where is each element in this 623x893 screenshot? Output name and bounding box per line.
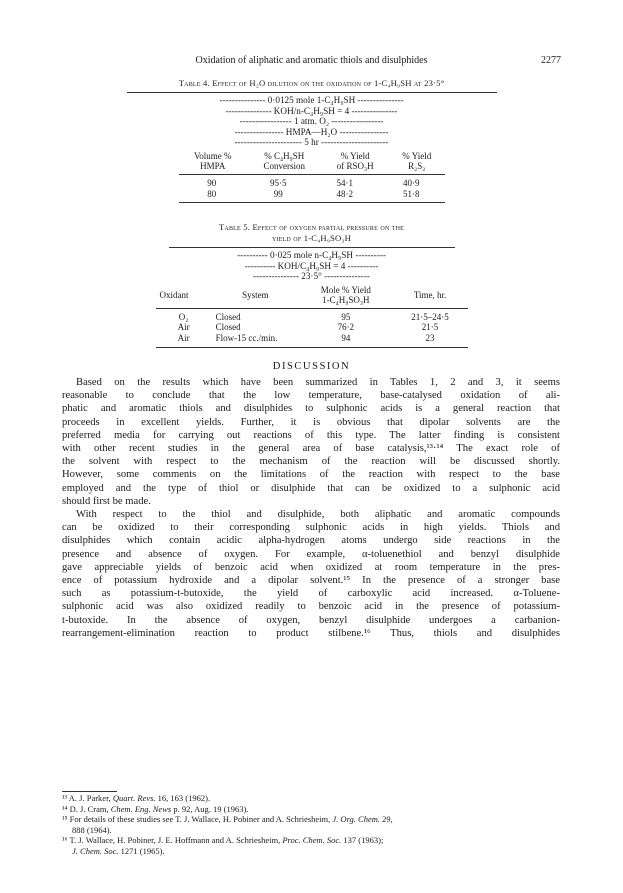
text-line: ence of potassium hydroxide and a dipolar solvent.¹⁵ In the presence of a stronger base: [62, 575, 560, 587]
table-5-bottom-rule: [156, 347, 468, 348]
header-row: [179, 151, 445, 172]
text-line: t-butoxide. In the absence of oxygen, benzyl disulphide undergoes a carbanion-: [62, 614, 560, 626]
table-cell: 76·2: [337, 322, 355, 333]
running-title: Oxidation of aliphatic and aromatic thiols and disulphides: [195, 55, 428, 66]
paragraph: [62, 376, 560, 508]
table-cell: 95: [341, 311, 351, 322]
table-4-body: [179, 151, 445, 203]
text-line: can be oxidized to their corresponding sulphonic acids in high yields. Thiols and: [62, 522, 560, 534]
column-header: % Yield of RSO₃H: [336, 150, 374, 172]
section-heading: DISCUSSION: [272, 361, 351, 372]
table-5-conditions: [169, 248, 455, 282]
column-header: % C₄H₉SH Conversion: [263, 150, 305, 172]
table-cell: 80: [207, 188, 217, 199]
table-4-conditions: [127, 93, 497, 148]
table-5-caption: Table 5. Effect of oxygen partial pressure on the yield of 1-C₄H₉SO₃H: [218, 222, 405, 243]
table-cell: 21·5: [421, 322, 439, 333]
table-4-frame: [127, 92, 497, 148]
condition-line: ---------- 0·025 mole n-C₄H₉SH ----------: [237, 250, 386, 260]
footnote-rule: [62, 791, 117, 792]
table-cell: Air: [177, 332, 190, 343]
text-line: proceeds in excellent yields. Further, it is obvious that dipolar solvents are the: [62, 416, 560, 428]
text-line: However, some comments on the limitations of the reaction with respect to the base: [62, 469, 560, 481]
text-line: sulphonic acid was also oxidized readily to benzoic acid in the presence of potassium-: [62, 601, 560, 613]
column-header: Time, hr.: [413, 290, 447, 301]
column-header: Volume % HMPA: [193, 150, 232, 172]
table-cell: 54·1: [336, 177, 353, 188]
table-row: [179, 189, 445, 200]
table-cell: Air: [177, 322, 190, 333]
text-line: With respect to the thiol and disulphide, both aliphatic and aromatic compounds: [76, 509, 560, 521]
header-row: [156, 285, 468, 306]
table-5: [0, 222, 623, 348]
text-line: preferred media for carrying out reactions of this type. The latter finding is consistent: [62, 429, 560, 441]
footnote-15: ¹⁵ For details of these studies see T. J. Wallace, H. Pobiner and A. Schriesheim, J. Org. Chem. 29,: [62, 814, 393, 825]
table-cell: 48·2: [336, 188, 353, 199]
text-line: such as potassium-t-butoxide, the yield of carboxylic acid increased. α-Toluene-: [62, 588, 560, 600]
table-cell: 40·9: [403, 177, 420, 188]
table-4-caption: Table 4. Effect of H₂O dilution on the oxidation of 1-C₄H₉SH at 23·5°: [178, 78, 445, 88]
footnote-16: ¹⁶ T. J. Wallace, H. Pobiner, J. E. Hoffmann and A. Schriesheim, Proc. Chem. Soc. 137 (1963);: [62, 835, 384, 846]
condition-line: ----------------- 1 atm. O₂ -----------------: [239, 116, 384, 127]
table-4-grid: [179, 151, 445, 172]
table-cell: 99: [273, 188, 283, 199]
footnote-14: ¹⁴ D. J. Cram, Chem. Eng. News p. 92, Aug. 19 (1963).: [62, 803, 249, 814]
table-5-rows: [156, 312, 468, 344]
table-4-header-rule: [179, 174, 445, 175]
text-line: employed and the type of thiol or disulphide that can be oxidized to a sulphonic acid: [62, 482, 560, 494]
table-4-rows: [179, 178, 445, 199]
table-5-header-rule: [156, 308, 468, 309]
footnote-16-continuation: J. Chem. Soc. 1271 (1965).: [72, 845, 165, 856]
text-line: rearrangement-elimination reaction to product stilbene.¹⁶ Thus, thiols and disulphides: [62, 627, 560, 639]
paragraph: [62, 508, 560, 640]
text-line: Based on the results which have been summarized in Tables 1, 2 and 3, it seems: [76, 377, 560, 388]
discussion-body: [62, 376, 560, 640]
table-cell: 94: [341, 332, 351, 343]
footnote-15-continuation: 888 (1964).: [72, 824, 112, 835]
table-5-grid: [156, 285, 468, 306]
table-cell: Closed: [215, 322, 241, 333]
table-row: [179, 178, 445, 189]
text-line: presence and absence of oxygen. For example, α-toluenethiol and benzyl disulphide: [62, 548, 560, 560]
condition-line: ---------- KOH/C₄H₉SH = 4 ----------: [244, 260, 379, 271]
table-4-bottom-rule: [179, 202, 445, 203]
table-cell: 95·5: [270, 177, 287, 188]
table-row: [156, 333, 468, 344]
condition-line: --------------- KOH/n-C₄H₉SH = 4 ---------------: [225, 105, 398, 116]
table-cell: Flow-15 cc./min.: [215, 332, 278, 343]
table-5-frame: [169, 247, 455, 282]
condition-line: ---------------- HMPA—H₂O ----------------: [234, 126, 389, 137]
running-header: [0, 55, 623, 71]
table-cell: O₂: [178, 311, 189, 322]
table-4: [0, 78, 623, 203]
text-line: the solvent with respect to the mechanism of the reaction will be discussed shortly.: [62, 456, 560, 468]
text-line: with other recent studies in the general area of base catalysis,¹³·¹⁴ The exact role of: [62, 443, 560, 455]
page-number: 2277: [541, 55, 561, 66]
column-header: Oxidant: [159, 290, 189, 301]
text-line: phatic and aromatic thiols and disulphides to sulphonic acids is a general reaction that: [62, 403, 560, 415]
table-cell: 90: [207, 177, 217, 188]
condition-line: --------------- 23·5° ---------------: [253, 271, 370, 282]
text-line: reasonable to conclude that the low temperature, base-catalysed oxidation of ali-: [62, 390, 560, 402]
table-cell: Closed: [215, 311, 241, 322]
text-line: disulphides which contain acidic alpha-hydrogen atoms undergo side reactions in the: [62, 535, 560, 547]
text-line: should first be made.: [62, 495, 151, 507]
table-5-body: [156, 285, 468, 348]
column-header: Mole % Yield 1-C₄H₉SO₃H: [320, 284, 371, 306]
footnotes: [62, 793, 560, 857]
table-cell: 51·8: [403, 188, 420, 199]
table-row: [156, 312, 468, 323]
column-header: System: [242, 290, 269, 301]
table-cell: 21·5–24·5: [411, 311, 449, 322]
footnote-13: ¹³ A. J. Parker, Quart. Revs. 16, 163 (1962).: [62, 793, 211, 803]
condition-line: ---------------------- 5 hr ----------------------: [234, 137, 389, 148]
condition-line: --------------- 0·0125 mole 1-C₄H₉SH ---------------: [219, 95, 404, 105]
column-header: % Yield R₂S₂: [402, 150, 432, 172]
table-cell: 23: [425, 332, 435, 343]
table-row: [156, 322, 468, 333]
text-line: gave appreciable yields of benzoic acid when oxidized at room temperature in the pres-: [62, 561, 560, 573]
